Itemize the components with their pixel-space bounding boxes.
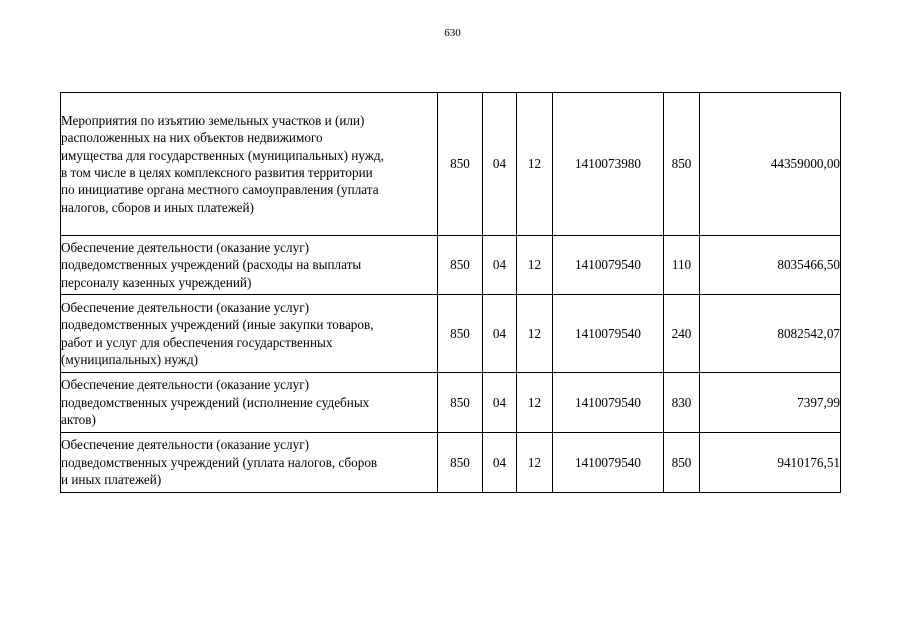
subsection-code: 12 <box>517 236 553 295</box>
target-article-code: 1410073980 <box>553 93 664 236</box>
table-row <box>61 373 841 433</box>
expense-name-line: Обеспечение деятельности (оказание услуг) <box>61 239 310 255</box>
expense-type-code: 850 <box>664 93 700 236</box>
expense-name-cell <box>61 236 438 295</box>
expense-name-cell <box>61 295 438 373</box>
table-row <box>61 295 841 373</box>
expense-name-line: в том числе в целях комплексного развития территории <box>61 165 373 180</box>
expense-name-cell <box>61 433 438 493</box>
expense-type-code: 240 <box>664 295 700 373</box>
expense-type-code: 850 <box>664 433 700 493</box>
expense-name-cell <box>61 93 438 236</box>
expense-name-line: Обеспечение деятельности (оказание услуг) <box>61 377 310 393</box>
amount: 9410176,51 <box>700 433 841 493</box>
amount: 8035466,50 <box>700 236 841 295</box>
target-article-code: 1410079540 <box>553 433 664 493</box>
expense-name-line: подведомственных учреждений (уплата налогов, сборов <box>61 454 378 470</box>
expense-type-code: 830 <box>664 373 700 433</box>
expense-name-line: Обеспечение деятельности (оказание услуг) <box>61 437 310 453</box>
table-row <box>61 236 841 295</box>
section-code: 04 <box>483 295 517 373</box>
section-code: 04 <box>483 373 517 433</box>
target-article-code: 1410079540 <box>553 295 664 373</box>
subsection-code: 12 <box>517 295 553 373</box>
subsection-code: 12 <box>517 373 553 433</box>
section-code: 04 <box>483 433 517 493</box>
expense-name-line: актов) <box>61 412 96 428</box>
section-code: 04 <box>483 93 517 236</box>
expense-name-line: персоналу казенных учреждений) <box>61 274 252 290</box>
ministry-code: 850 <box>438 93 483 236</box>
target-article-code: 1410079540 <box>553 373 664 433</box>
expense-name-cell <box>61 373 438 433</box>
ministry-code: 850 <box>438 433 483 493</box>
expense-name-line: подведомственных учреждений (иные закупки товаров, <box>61 317 374 333</box>
ministry-code: 850 <box>438 236 483 295</box>
budget-table <box>60 92 841 493</box>
target-article-code: 1410079540 <box>553 236 664 295</box>
table-row <box>61 93 841 236</box>
amount: 7397,99 <box>700 373 841 433</box>
expense-name-line: Обеспечение деятельности (оказание услуг) <box>61 299 310 315</box>
expense-name-line: по инициативе органа местного самоуправления (уплата <box>61 182 379 198</box>
expense-name-line: (муниципальных) нужд) <box>61 351 199 367</box>
expense-name-line: работ и услуг для обеспечения государственных <box>61 334 333 350</box>
expense-type-code: 110 <box>664 236 700 295</box>
table-row <box>61 433 841 493</box>
amount: 8082542,07 <box>700 295 841 373</box>
ministry-code: 850 <box>438 295 483 373</box>
expense-name-line: Мероприятия по изъятию земельных участков и (или) <box>61 112 365 128</box>
amount: 44359000,00 <box>700 93 841 236</box>
expense-name-line: подведомственных учреждений (исполнение судебных <box>61 394 370 410</box>
expense-name-line: и иных платежей) <box>61 472 162 488</box>
page-number: 630 <box>444 27 461 39</box>
expense-name-line: расположенных на них объектов недвижимого <box>61 130 323 146</box>
ministry-code: 850 <box>438 373 483 433</box>
expense-name-line: имущества для государственных (муниципальных) нужд, <box>61 147 384 163</box>
subsection-code: 12 <box>517 433 553 493</box>
expense-name-line: налогов, сборов и иных платежей) <box>61 199 254 215</box>
subsection-code: 12 <box>517 93 553 236</box>
section-code: 04 <box>483 236 517 295</box>
expense-name-line: подведомственных учреждений (расходы на выплаты <box>61 257 362 273</box>
